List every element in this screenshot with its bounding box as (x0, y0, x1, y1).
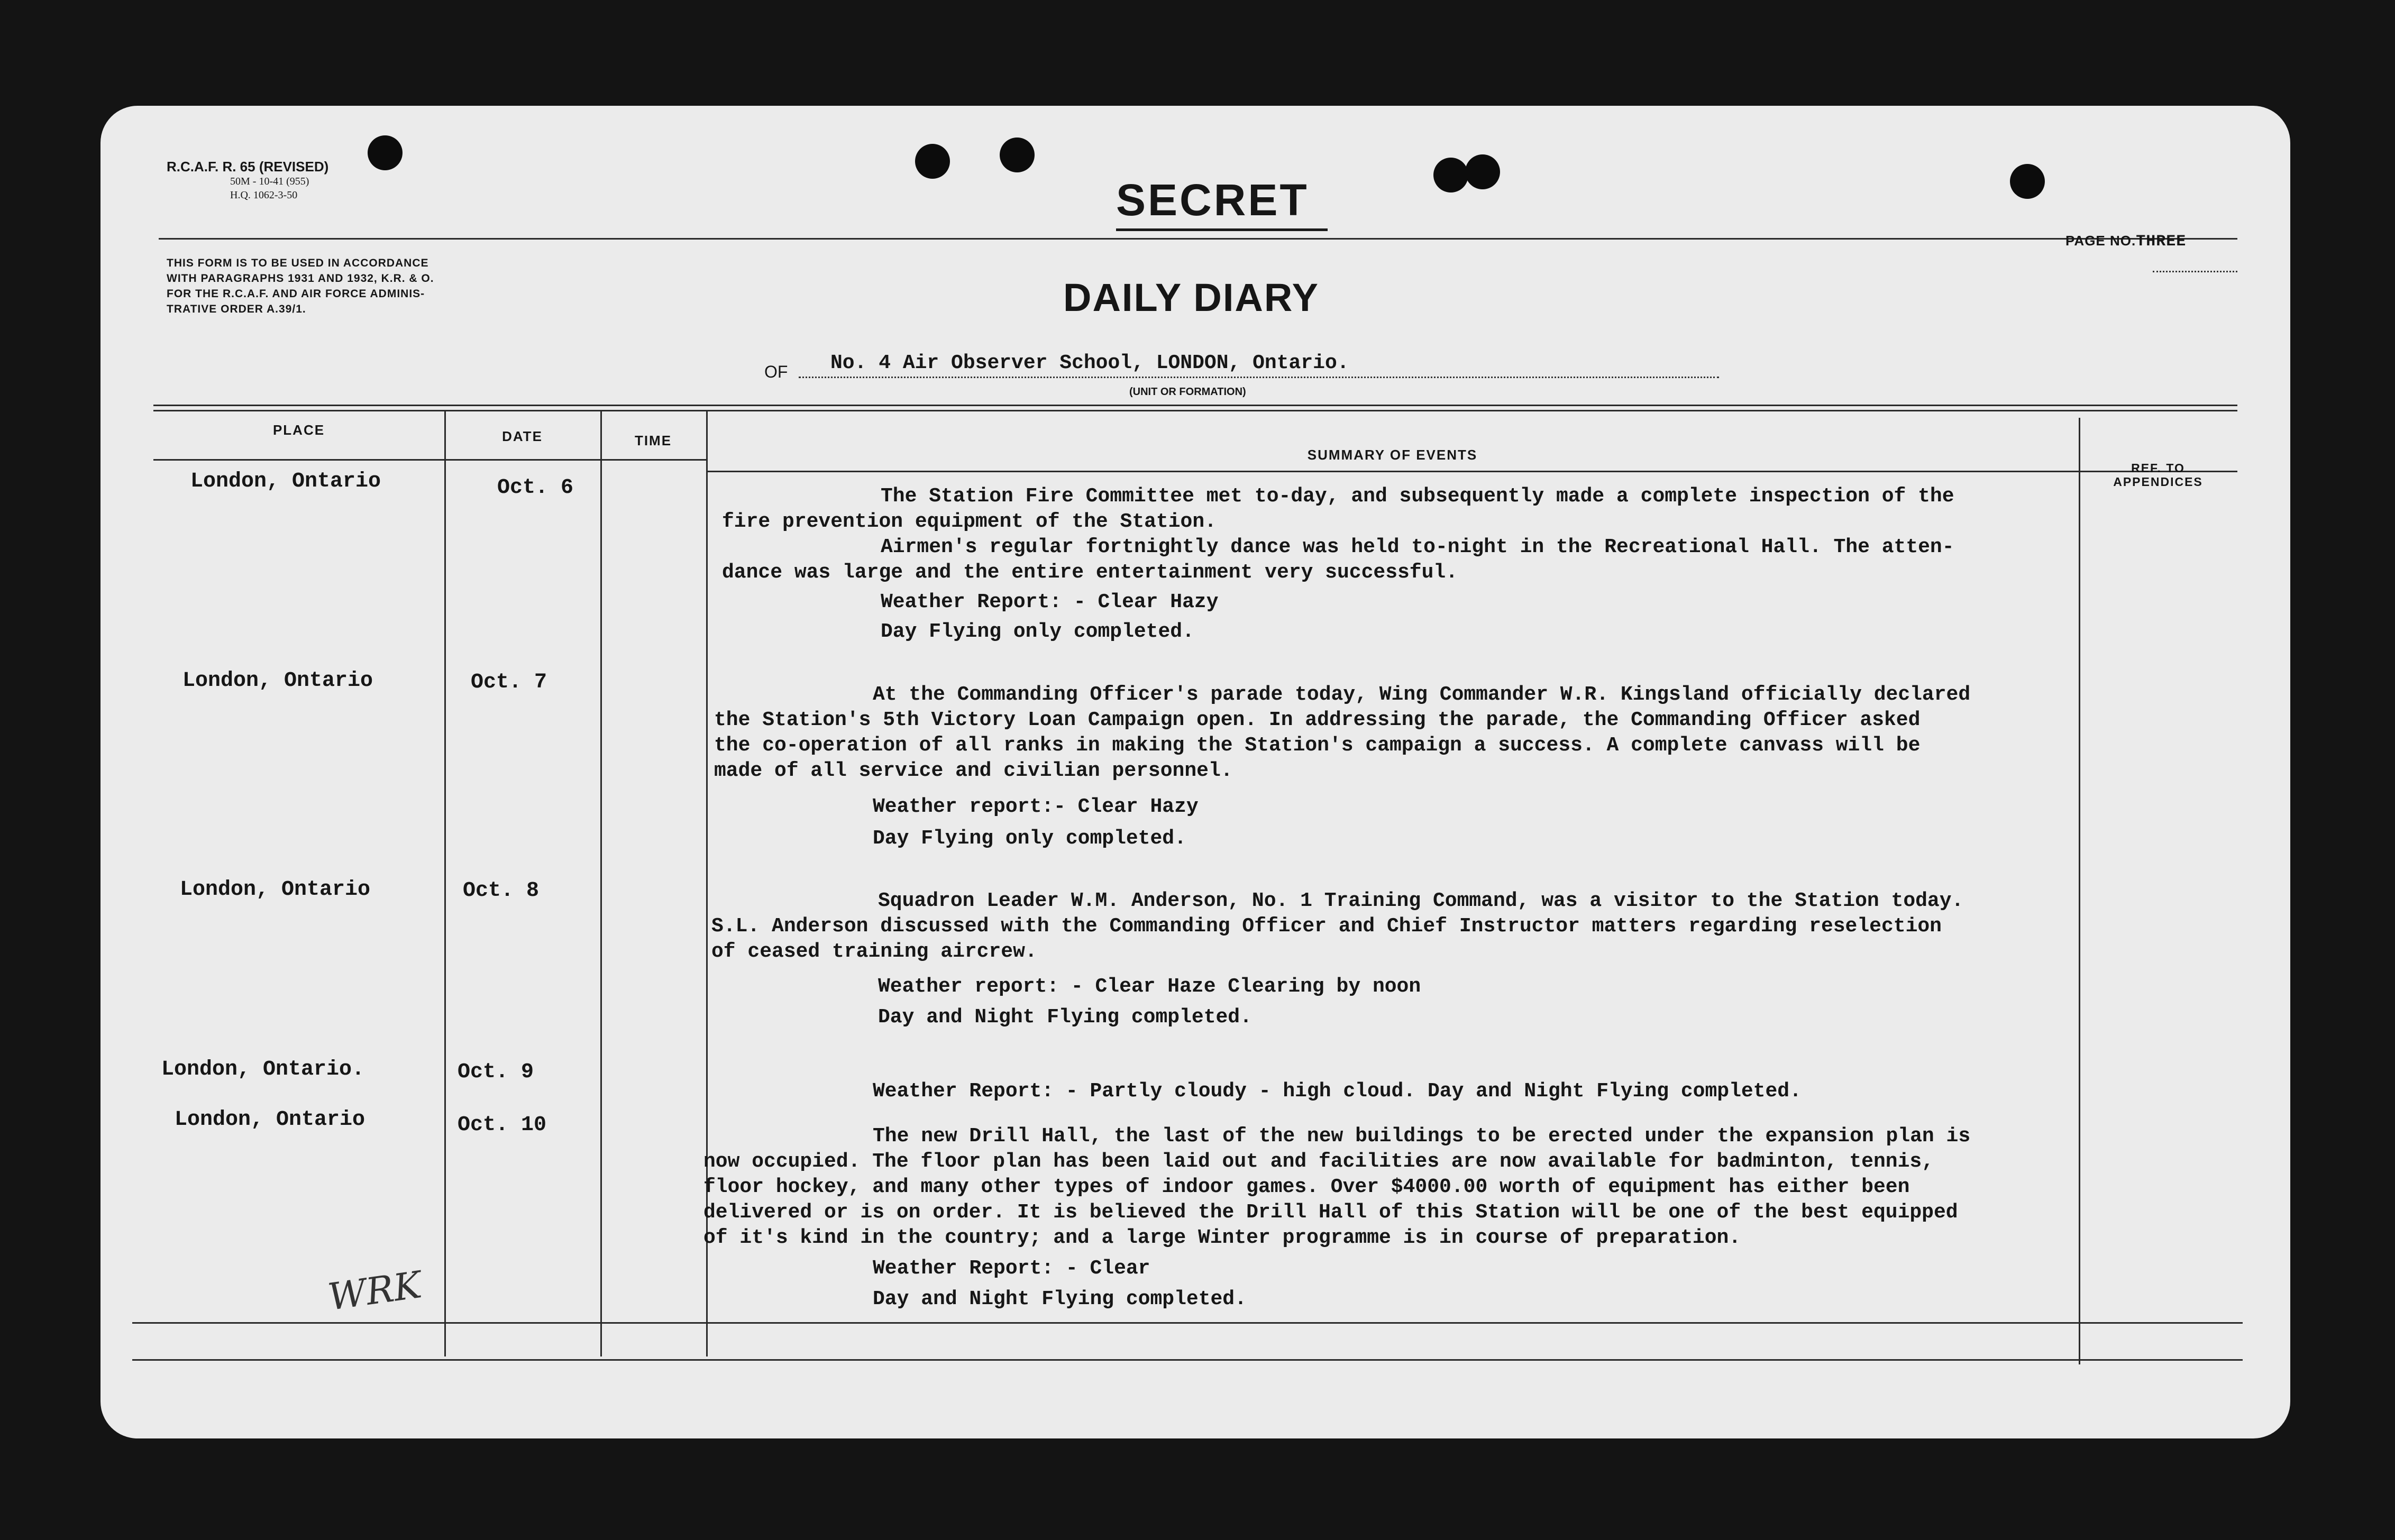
table-bottom-rule (132, 1322, 2243, 1324)
form-identifier (167, 159, 328, 202)
form-number: R.C.A.F. R. 65 (REVISED) (167, 159, 329, 175)
summary-line: the Station's 5th Victory Loan Campaign open. In addressing the parade, the Commanding Officer asked (714, 709, 1921, 731)
summary-line: Weather Report: - Clear Hazy (881, 591, 1219, 613)
summary-line: Day Flying only completed. (881, 620, 1194, 643)
entry-summary (703, 1124, 2079, 1312)
summary-line: At the Commanding Officer's parade today, Wing Commander W.R. Kingsland officially declared (873, 683, 1971, 706)
classification-underline (1116, 228, 1328, 231)
unit-caption: (UNIT OR FORMATION) (1129, 386, 1246, 398)
instruction-line: TRATIVE ORDER A.39/1. (167, 303, 306, 315)
unit-name: No. 4 Air Observer School, LONDON, Ontario. (830, 352, 1349, 374)
column-rule (444, 410, 446, 1356)
summary-line: fire prevention equipment of the Station. (722, 510, 1217, 533)
summary-line: Day Flying only completed. (873, 827, 1186, 850)
summary-line: Weather report: - Clear Haze Clearing by noon (878, 975, 1421, 998)
entry-date: Oct. 6 (497, 476, 574, 500)
punch-hole (1433, 158, 1468, 192)
entry-summary (714, 682, 2089, 851)
page-number-label: PAGE NO. (2065, 233, 2136, 249)
instruction-line: WITH PARAGRAPHS 1931 AND 1932, K.R. & O. (167, 272, 434, 285)
handwritten-initials: WRK (325, 1263, 424, 1319)
column-header-time: TIME (634, 433, 672, 448)
summary-line: Day and Night Flying completed. (878, 1006, 1252, 1029)
entry-date: Oct. 10 (458, 1113, 547, 1137)
entry-date: Oct. 9 (458, 1060, 534, 1084)
diary-page (100, 106, 2290, 1438)
summary-line: The new Drill Hall, the last of the new buildings to be erected under the expansion plan is (873, 1125, 1971, 1148)
summary-line: Day and Night Flying completed. (873, 1288, 1247, 1310)
summary-line: Weather Report: - Clear (873, 1257, 1150, 1280)
page-title: DAILY DIARY (1063, 276, 1319, 319)
hq-code: H.Q. 1062-3-50 (230, 189, 298, 201)
summary-line: the co-operation of all ranks in making the Station's campaign a success. A complete canvass will be (714, 734, 1921, 757)
summary-line: dance was large and the entire entertainment very successful. (722, 561, 1458, 584)
table-header-rule (153, 459, 706, 461)
summary-line: of ceased training aircrew. (711, 940, 1037, 963)
entry-place: London, Ontario (190, 470, 381, 493)
header-rule (159, 238, 2237, 240)
entry-summary (722, 484, 2097, 645)
summary-line: Airmen's regular fortnightly dance was held to-night in the Recreational Hall. The atten- (881, 536, 1954, 558)
punch-hole (2010, 164, 2045, 199)
entry-place: London, Ontario (180, 878, 371, 902)
instruction-line: FOR THE R.C.A.F. AND AIR FORCE ADMINIS- (167, 288, 425, 300)
punch-hole (915, 144, 950, 179)
print-code: 50M - 10-41 (955) (230, 176, 309, 187)
summary-line: The Station Fire Committee met to-day, and subsequently made a complete inspection of the (881, 485, 1954, 508)
punch-hole (368, 135, 403, 170)
table-top-rule-2 (153, 410, 2237, 411)
entry-place: London, Ontario (175, 1108, 365, 1132)
page-number-dotline (2153, 271, 2237, 272)
entry-summary (711, 888, 2087, 1030)
punch-hole (1000, 138, 1035, 172)
page-number-value: THREE (2136, 233, 2187, 251)
page-number (2065, 233, 2186, 251)
entry-summary (873, 1079, 2248, 1104)
column-header-summary: SUMMARY OF EVENTS (1307, 447, 1478, 463)
summary-line: delivered or is on order. It is believed the Drill Hall of this Station will be one of the best equipped (703, 1201, 1958, 1224)
column-header-place: PLACE (272, 422, 325, 438)
column-rule (600, 410, 602, 1356)
unit-dotline (799, 377, 1719, 378)
table-header-rule (706, 471, 2237, 472)
table-top-rule (153, 405, 2237, 406)
summary-line: now occupied. The floor plan has been laid out and facilities are now available for badminton, tennis, (703, 1150, 1934, 1173)
punch-hole (1465, 154, 1500, 189)
of-label: OF (764, 362, 788, 381)
summary-line: floor hockey, and many other types of indoor games. Over $4000.00 worth of equipment has either been (703, 1176, 1910, 1198)
summary-line: Weather Report: - Partly cloudy - high cloud. Day and Night Flying completed. (873, 1080, 1802, 1103)
summary-line: S.L. Anderson discussed with the Commanding Officer and Chief Instructor matters regarding reselection (711, 915, 1942, 938)
entry-date: Oct. 7 (471, 671, 547, 694)
usage-instructions (167, 255, 434, 317)
summary-line: made of all service and civilian personnel. (714, 759, 1233, 782)
classification-stamp: SECRET (1116, 175, 1309, 225)
summary-line: Weather report:- Clear Hazy (873, 795, 1199, 818)
column-header-date: DATE (502, 428, 543, 444)
table-footer-rule (132, 1359, 2243, 1361)
entry-place: London, Ontario. (161, 1058, 365, 1081)
entry-date: Oct. 8 (463, 879, 540, 903)
ref-label-line: REF. TO (2131, 461, 2185, 475)
entry-place: London, Ontario (182, 669, 373, 693)
column-header-ref (2079, 461, 2237, 489)
instruction-line: THIS FORM IS TO BE USED IN ACCORDANCE (167, 257, 429, 269)
ref-label-line: APPENDICES (2113, 475, 2203, 489)
summary-line: Squadron Leader W.M. Anderson, No. 1 Training Command, was a visitor to the Station today. (878, 890, 1964, 912)
summary-line: of it's kind in the country; and a large Winter programme is in course of preparation. (703, 1226, 1741, 1249)
